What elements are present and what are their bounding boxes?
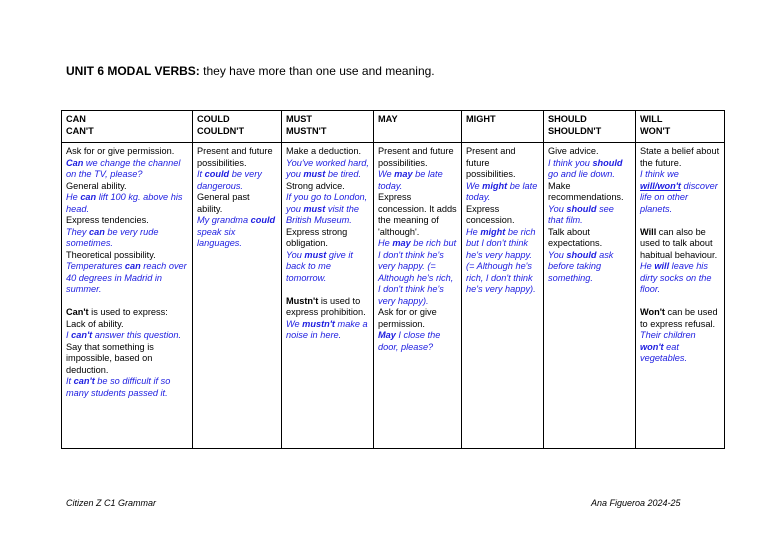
paragraph-gap [286,284,369,296]
text-segment: be so difficult if so many students passed it. [66,376,171,398]
usage-text: Present and future possibilities. [466,146,516,179]
example-sentence [466,181,539,204]
column-header-line: MIGHT [466,114,496,124]
modal-keyword: May [378,330,396,340]
usage-text: Express strong obligation. [286,226,348,248]
usage-text [286,296,369,319]
text-segment: Their children [640,330,696,340]
modal-keyword: should [566,203,597,214]
example-sentence [378,169,457,192]
column-header-line: MUST [286,114,313,124]
header-row [62,111,725,143]
text-segment: You [548,203,567,214]
usage-text: Ask for or give permission. [378,307,437,329]
usage-text [66,307,188,319]
text-segment: I think we [640,169,679,179]
page-title-bold: UNIT 6 MODAL VERBS: [66,64,200,78]
example-sentence [548,250,631,285]
example-sentence [197,169,277,192]
column-header-line: WILL [640,114,663,124]
text-segment: be very rude sometimes. [66,226,159,248]
example-sentence [66,192,188,215]
usage-text: Express tendencies. [66,215,149,225]
text-segment: be very dangerous. [197,169,262,191]
text-segment: I think you [548,157,593,168]
column-header-line: WON'T [640,125,671,136]
usage-text: Express concession. [466,203,515,225]
text-segment: He [378,238,393,248]
column-header-line: COULDN'T [197,125,245,136]
usage-cell-should [544,143,636,449]
column-header-can [62,111,193,143]
modal-keyword: should [566,249,597,260]
column-header-line: SHOULDN'T [548,125,602,136]
usage-text: Present and future possibilities. [197,146,273,168]
text-segment: eat vegetables. [640,341,687,363]
usage-text: Theoretical possibility. [66,249,156,260]
text-segment: It [197,169,205,179]
text-segment: be late today. [466,180,538,202]
example-sentence [640,169,720,215]
column-header-must [282,111,374,143]
text-segment: I [66,330,72,340]
page-title-rest: they have more than one use and meaning. [199,64,435,78]
text-segment: He [466,226,481,237]
modal-keyword: will/won't [640,180,681,191]
example-sentence [66,376,188,399]
example-sentence [66,330,188,342]
usage-text: Strong advice. [286,180,345,191]
example-sentence [466,227,539,296]
paragraph-gap [640,296,720,308]
usage-cell-can [62,143,193,449]
usage-text: Give advice. [548,146,599,156]
example-sentence [66,227,188,250]
text-segment: We [466,180,483,191]
text-segment: discover life on other planets. [640,180,718,214]
text-segment: Temperatures [66,261,125,271]
text-segment: answer this question. [92,330,182,340]
example-sentence [286,192,369,227]
column-header-will [636,111,725,143]
text-segment: give it back to me tomorrow. [286,249,353,283]
modal-keyword: Mustn't [286,295,319,306]
modal-keyword: can't [73,376,95,386]
text-segment: leave his dirty socks on the floor. [640,261,712,294]
text-segment: ask before taking something. [548,249,614,283]
example-sentence [548,204,631,227]
modal-keyword: mustn't [302,318,335,329]
modal-keyword: can [124,261,141,271]
modal-keyword: might [480,226,506,237]
modal-keyword: might [482,180,508,191]
page-title [66,64,435,78]
column-header-line: SHOULD [548,114,587,124]
modal-keyword: Can't [66,307,89,317]
column-header-line: MAY [378,114,398,124]
usage-cell-must [282,143,374,449]
usage-text: Present and future possibilities. [378,146,454,168]
modal-keyword: Will [640,226,657,237]
usage-text: Express concession. It adds the meaning of 'although'. [378,192,457,237]
example-sentence [286,158,369,181]
modal-keyword: must [303,169,326,179]
example-sentence [286,319,369,342]
text-segment: We [286,318,303,329]
text-segment: You [286,249,305,260]
usage-text: Talk about expectations. [548,226,603,248]
modal-keyword: must [304,249,327,260]
text-segment: be tired. [325,169,362,179]
modal-keyword: may [392,238,411,248]
usage-text: Make a deduction. [286,146,362,156]
example-sentence [66,158,188,181]
text-segment: reach over 40 degrees in Madrid in summer. [66,261,187,294]
usage-text: State a belief about the future. [640,146,720,168]
usage-cell-will [636,143,725,449]
text-segment: If you go to London, you [286,192,368,214]
modal-keyword: may [394,169,413,179]
usage-text: Say that something is impossible, based on deduction. [66,341,154,375]
usage-text: Ask for or give permission. [66,146,175,156]
usage-cell-could [193,143,282,449]
text-segment: My grandma [197,215,251,225]
example-sentence [197,215,277,250]
text-segment: be late today. [378,169,443,191]
example-sentence [378,330,457,353]
text-segment: make a noise in here. [286,318,368,340]
text-segment: speak six languages. [197,226,242,248]
column-header-may [374,111,462,143]
usage-cell-may [374,143,462,449]
modal-keyword: will [654,261,670,271]
body-row [62,143,725,449]
text-segment: be rich but I don't think he's very happy. (= Although he's rich, I don't think he's very happy). [378,238,457,306]
text-segment: He [640,261,655,271]
text-segment: We [378,169,395,179]
text-segment: is used to express prohibition. [286,295,366,317]
modal-verbs-table [61,110,725,449]
modal-keyword: could [204,169,230,179]
usage-text: General ability. [66,180,127,191]
usage-cell-might [462,143,544,449]
modal-keyword: won't [640,341,664,352]
modal-keyword: could [250,215,276,225]
example-sentence [640,330,720,365]
text-segment: visit the British Museum. [286,203,360,225]
text-segment: be rich but I don't think he's very happy. (= Although he's rich, I don't think he's very happy). [466,226,536,294]
example-sentence [548,158,631,181]
text-segment: is used to express: [88,307,168,317]
text-segment: I close the door, please? [378,330,441,352]
modal-keyword: can [88,226,105,237]
column-header-line: CAN [66,114,86,124]
usage-text [640,227,720,262]
usage-text: Lack of ability. [66,318,124,329]
usage-text [640,307,720,330]
text-segment: It [66,376,74,386]
column-header-might [462,111,544,143]
usage-text: Make recommendations. [548,180,624,202]
modal-keyword: must [303,203,326,214]
modal-keyword: can [80,192,97,202]
usage-text: General past ability. [197,192,250,214]
text-segment: You've worked hard, you [286,157,369,179]
column-header-line: MUSTN'T [286,125,327,136]
example-sentence [286,250,369,285]
text-segment: can be used to express refusal. [640,307,718,329]
modal-keyword: should [592,157,623,168]
example-sentence [378,238,457,307]
example-sentence [66,261,188,296]
footer-author: Ana Figueroa 2024-25 [591,498,681,508]
paragraph-gap [640,215,720,227]
column-header-line: CAN'T [66,125,94,136]
modal-keyword: Won't [640,307,665,317]
column-header-should [544,111,636,143]
paragraph-gap [66,296,188,308]
column-header-line: COULD [197,114,230,124]
text-segment: You [548,249,567,260]
column-header-could [193,111,282,143]
example-sentence [640,261,720,296]
modal-keyword: can't [71,330,93,340]
modal-keyword: Can [66,157,84,168]
text-segment: They [66,226,89,237]
text-segment: we change the channel on the TV, please? [66,157,181,179]
text-segment: lift 100 kg. above his head. [66,192,183,214]
text-segment: go and lie down. [548,169,615,179]
text-segment: He [66,192,81,202]
text-segment: can also be used to talk about habitual behaviour. [640,226,718,260]
text-segment: see that film. [548,203,614,225]
footer-course: Citizen Z C1 Grammar [66,498,157,508]
